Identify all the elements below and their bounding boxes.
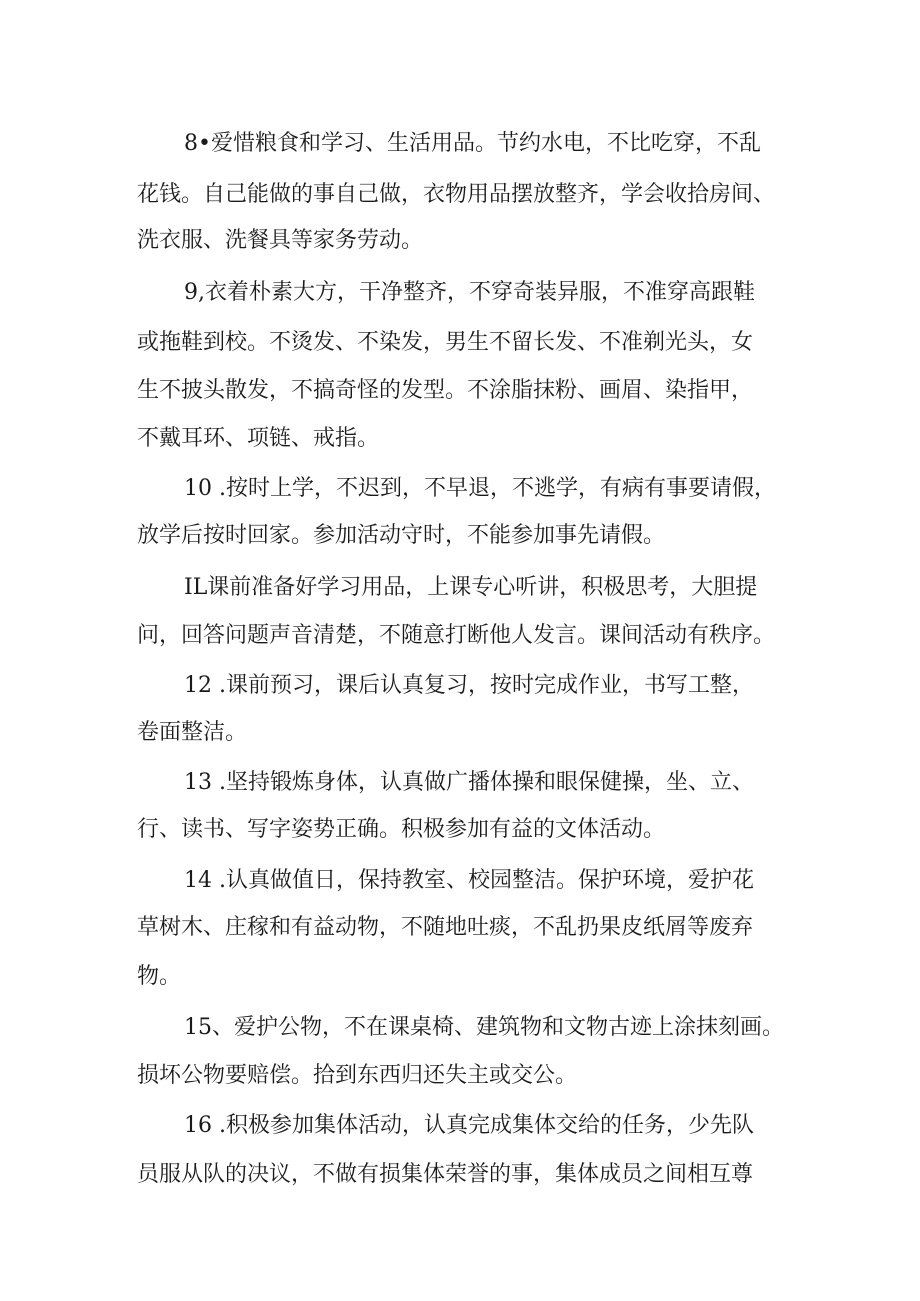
paragraph-12-line-1: 12 .课前预习，课后认真复习，按时完成作业，书写工整，: [184, 673, 754, 698]
paragraph-15-line-1: 15、爱护公物，不在课桌椅、建筑物和文物古迹上涂抹刻画。: [184, 1015, 784, 1040]
paragraph-14-line-2: 草树木、庄稼和有益动物，不随地吐痰，不乱扔果皮纸屑等废弃: [137, 915, 754, 940]
paragraph-16-line-1: 16 .积极参加集体活动，认真完成集体交给的任务，少先队: [184, 1113, 754, 1138]
paragraph-13-line-2: 行、读书、写字姿势正确。积极参加有益的文体活动。: [137, 817, 666, 842]
paragraph-13-line-1: 13 .坚持锻炼身体，认真做广播体操和眼保健操，坐、立、: [184, 770, 754, 795]
paragraph-9-line-1: 9,衣着朴素大方，干净整齐，不穿奇装异服，不准穿高跟鞋: [184, 280, 755, 305]
paragraph-11-line-2: 问，回答问题声音清楚，不随意打断他人发言。课间活动有秩序。: [137, 623, 776, 648]
paragraph-9-line-3: 生不披头散发，不搞奇怪的发型。不涂脂抹粉、画眉、染指甲，: [137, 378, 754, 403]
paragraph-8-line-1: 8•爱惜粮食和学习、生活用品。节约水电，不比吃穿，不乱: [184, 131, 761, 156]
paragraph-8-line-2: 花钱。自己能做的事自己做，衣物用品摆放整齐，学会收拾房间、: [137, 182, 776, 207]
paragraph-9-line-2: 或拖鞋到校。不烫发、不染发，男生不留长发、不准剃光头，女: [137, 330, 754, 355]
paragraph-8-line-3: 洗衣服、洗餐具等家务劳动。: [137, 228, 424, 253]
paragraph-14-line-3: 物。: [137, 964, 182, 989]
paragraph-14-line-1: 14 .认真做值日，保持教室、校园整洁。保护环境，爱护花: [184, 868, 754, 893]
paragraph-9-line-4: 不戴耳环、项链、戒指。: [137, 426, 380, 451]
paragraph-12-line-2: 卷面整洁。: [137, 720, 248, 745]
paragraph-11-line-1: IL课前准备好学习用品，上课专心听讲，积极思考，大胆提: [184, 575, 758, 600]
paragraph-10-line-1: 10 .按时上学，不迟到，不早退，不逃学，有病有事要请假，: [184, 476, 776, 501]
paragraph-10-line-2: 放学后按时回家。参加活动守时，不能参加事先请假。: [137, 523, 666, 548]
paragraph-16-line-2: 员服从队的决议，不做有损集体荣誉的事，集体成员之间相互尊: [137, 1162, 754, 1187]
paragraph-15-line-2: 损坏公物要赔偿。拾到东西归还失主或交公。: [137, 1063, 578, 1088]
